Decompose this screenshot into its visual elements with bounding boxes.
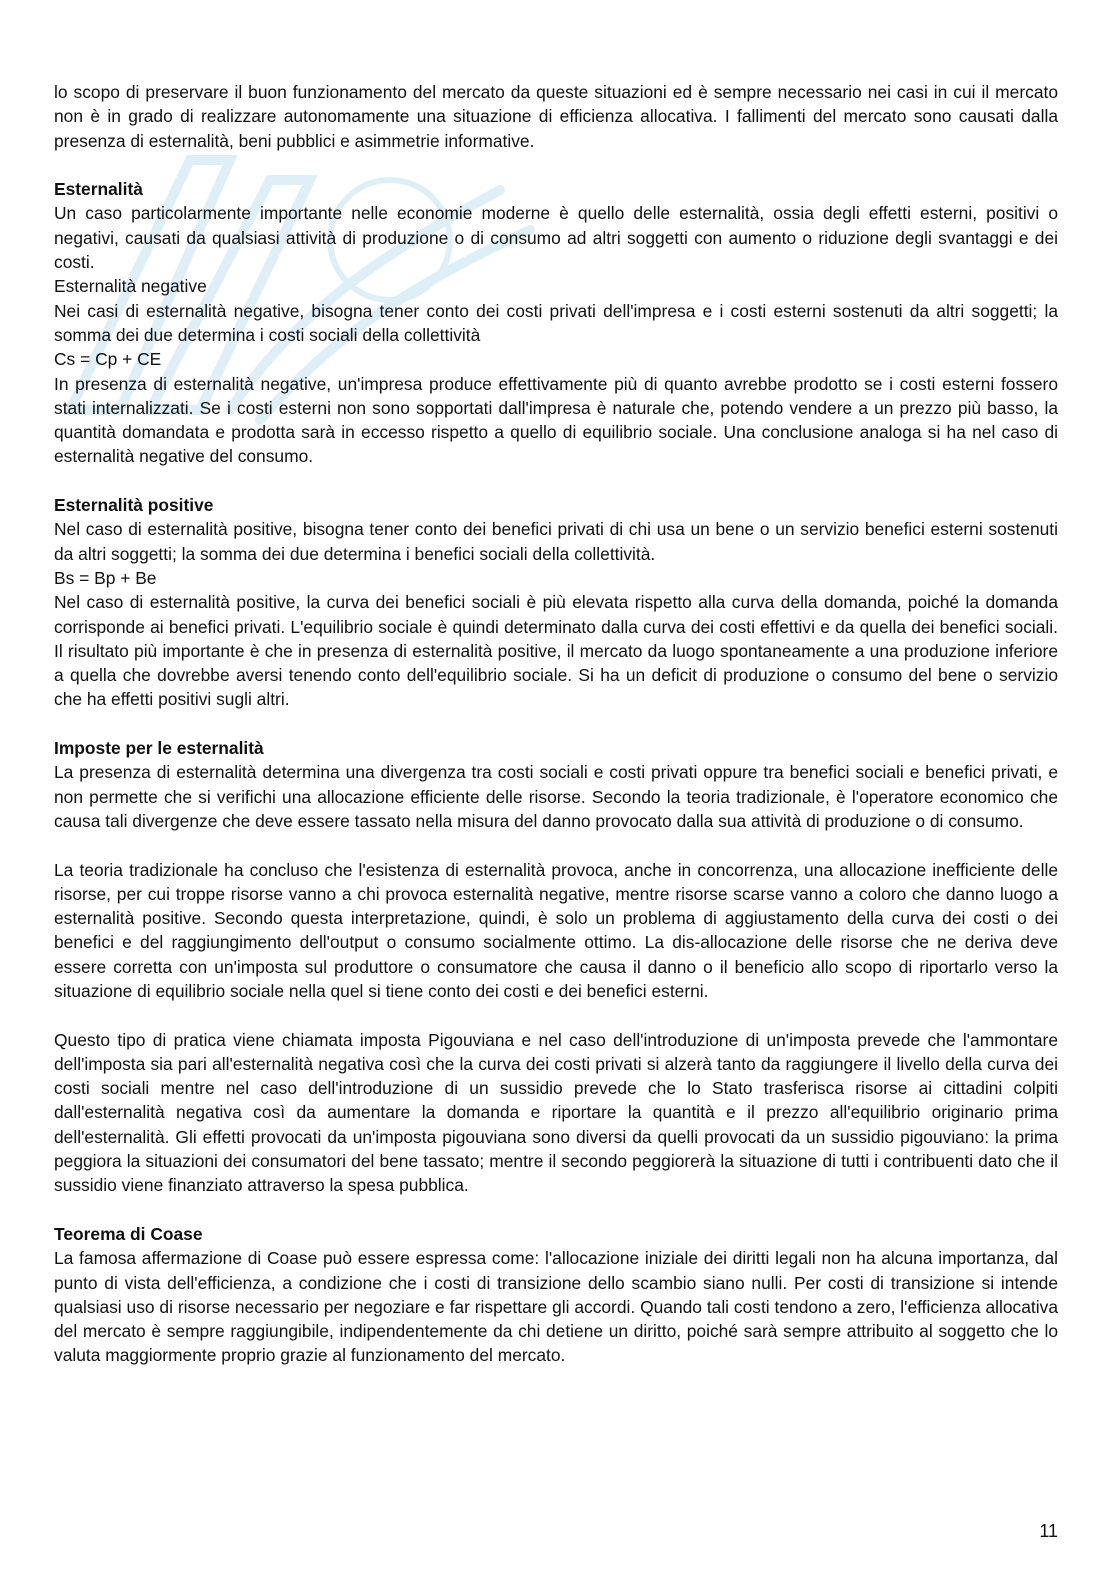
paragraph: lo scopo di preservare il buon funzionamento del mercato da queste situazioni ed è sempre necessario nei casi in cui il mercato non è in grado di realizzare autonomamente una situazione di efficienza allocativa. I fallimenti del mercato sono causati dalla presenza di esternalità, beni pubblici e asimmetrie informative. — [54, 82, 1058, 151]
paragraph: Nei casi di esternalità negative, bisogna tener conto dei costi privati dell'impresa e i costi esterni sostenuti da altri soggetti; la somma dei due determina i costi sociali della collettività — [54, 300, 1058, 345]
document-page — [54, 80, 1058, 1368]
paragraph: La presenza di esternalità determina una divergenza tra costi sociali e costi privati oppure tra benefici sociali e benefici privati, e non permette che si verifichi una allocazione efficiente delle risorse. Secondo la teoria tradizionale, è l'operatore economico che causa tali divergenze che deve essere tassato nella misura del danno provocato dalla sua attività di produzione o di consumo. — [54, 762, 1058, 831]
section-heading-esternalita-positive: Esternalità positive — [54, 495, 214, 516]
formula-benefici-sociali: Bs = Bp + Be — [54, 567, 157, 588]
paragraph: In presenza di esternalità negative, un'impresa produce effettivamente più di quanto avrebbe prodotto se i costi esterni fossero stati internalizzati. Se i costi esterni non sono sopportati dall'impresa è naturale che, potendo vendere a un prezzo più basso, la quantità domandata e prodotta sarà in eccesso rispetto a quello di equilibrio sociale. Una conclusione analoga si ha nel caso di esternalità negative del consumo. — [54, 373, 1058, 467]
page-number: 11 — [1039, 1521, 1058, 1541]
paragraph: Nel caso di esternalità positive, la curva dei benefici sociali è più elevata rispetto alla curva della domanda, poiché la domanda corrisponde ai benefici privati. L'equilibrio sociale è quindi determinato dalla curva dei costi effettivi e da quella dei benefici sociali. Il risultato più importante è che in presenza di esternalità positive, il mercato da luogo spontaneamente a una produzione inferiore a quella che dovrebbe aversi tenendo conto dell'equilibrio sociale. Si ha un deficit di produzione o consumo del bene o servizio che ha effetti positivi sugli altri. — [54, 592, 1058, 710]
subheading-esternalita-negative: Esternalità negative — [54, 276, 207, 297]
paragraph: Un caso particolarmente importante nelle economie moderne è quello delle esternalità, ossia degli effetti esterni, positivi o negativi, causati da qualsiasi attività di produzione o di consumo ad altri soggetti con aumento o riduzione degli svantaggi e dei costi. — [54, 203, 1058, 273]
paragraph: La famosa affermazione di Coase può essere espressa come: l'allocazione iniziale dei diritti legali non ha alcuna importanza, dal punto di vista dell'efficienza, a condizione che i costi di transizione dello scambio siano nulli. Per costi di transizione si intende qualsiasi uso di risorse necessario per negoziare e far rispettare gli accordi. Quando tali costi tendono a zero, l'efficienza allocativa del mercato è sempre raggiungibile, indipendentemente da chi detiene un diritto, poiché sarà sempre attribuito al soggetto che lo valuta maggiormente proprio grazie al funzionamento del mercato. — [54, 1248, 1058, 1366]
section-heading-coase: Teorema di Coase — [54, 1223, 203, 1244]
paragraph: Nel caso di esternalità positive, bisogna tener conto dei benefici privati di chi usa un bene o un servizio benefici esterni sostenuti da altri soggetti; la somma dei due determina i benefici sociali della collettività. — [54, 519, 1058, 564]
formula-costi-sociali: Cs = Cp + CE — [54, 349, 162, 370]
paragraph: La teoria tradizionale ha concluso che l'esistenza di esternalità provoca, anche in concorrenza, una allocazione inefficiente delle risorse, per cui troppe risorse vanno a chi provoca esternalità negative, mentre risorse scarse vanno a coloro che danno luogo a esternalità positive. Secondo questa interpretazione, quindi, è solo un problema di aggiustamento della curva dei costi o dei benefici e del raggiungimento dell'output o consumo socialmente ottimo. La dis-allocazione delle risorse che ne deriva deve essere corretta con un'imposta sul produttore o consumatore che causa il danno o il beneficio allo scopo di riportarlo verso la situazione di equilibrio sociale nella quel si tiene conto dei costi e dei benefici esterni. — [54, 859, 1058, 1001]
section-heading-esternalita: Esternalità — [54, 179, 143, 200]
paragraph: Questo tipo di pratica viene chiamata imposta Pigouviana e nel caso dell'introduzione di un'imposta prevede che l'ammontare dell'imposta sia pari all'esternalità negativa così che la curva dei costi privati si alzerà tanto da raggiungere il livello della curva dei costi sociali mentre nel caso dell'introduzione di un sussidio prevede che lo Stato trasferisca risorse ai cittadini colpiti dall'esternalità negativa così da aumentare la domanda e riportare la quantità e il prezzo all'equilibrio originario prima dell'esternalità. Gli effetti provocati da un'imposta pigouviana sono diversi da quelli provocati da un sussidio pigouviano: la prima peggiora la situazioni dei consumatori del bene tassato; mentre il secondo peggiorerà la situazione di tutti i contribuenti dato che il sussidio viene finanziato attraverso la spesa pubblica. — [54, 1029, 1058, 1196]
section-heading-imposte: Imposte per le esternalità — [54, 738, 264, 759]
